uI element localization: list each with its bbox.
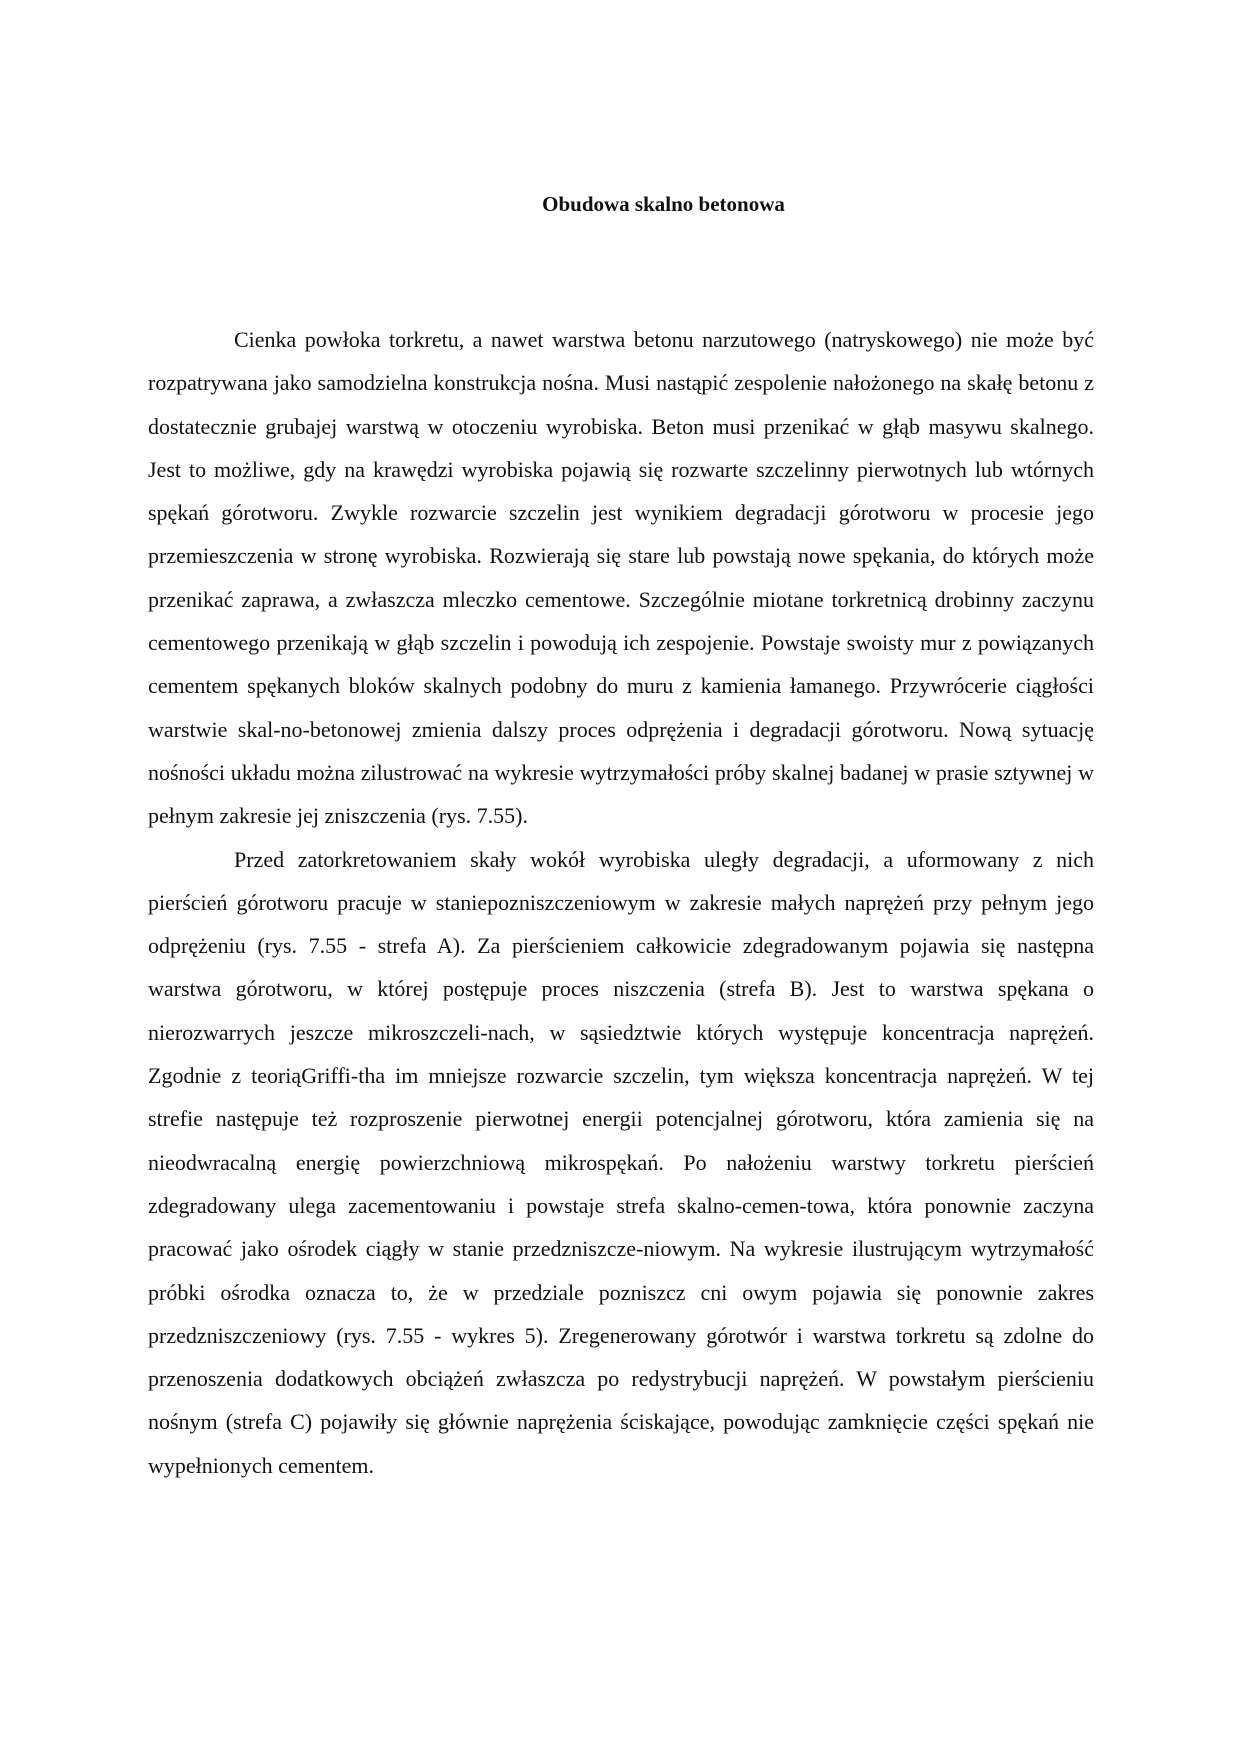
- paragraph-1: Cienka powłoka torkretu, a nawet warstwa betonu narzutowego (natryskowego) nie może być rozpatrywana jako samodzielna konstrukcja nośna. Musi nastąpić zespolenie nałożonego na skałę betonu z dostatecznie grubajej warstwą w otoczeniu wyrobiska. Beton musi przenikać w głąb masywu skalnego. Jest to możliwe, gdy na krawędzi wyrobiska pojawią się rozwarte szczelinny pierwotnych lub wtórnych spękań górotworu. Zwykle rozwarcie szczelin jest wynikiem degradacji górotworu w procesie jego przemieszczenia w stronę wyrobiska. Rozwierają się stare lub powstają nowe spękania, do których może przenikać zaprawa, a zwłaszcza mleczko cementowe. Szczególnie miotane torkretnicą drobinny zaczynu cementowego przenikają w głąb szczelin i powodują ich zespojenie. Powstaje swoisty mur z powiązanych cementem spękanych bloków skalnych podobny do muru z kamienia łamanego. Przywrócerie ciągłości warstwie skal-no-betonowej zmienia dalszy proces odprężenia i degradacji górotworu. Nową sytuację nośności układu można zilustrować na wykresie wytrzymałości próby skalnej badanej w prasie sztywnej w pełnym zakresie jej zniszczenia (rys. 7.55).: [148, 327, 1094, 829]
- paragraph-2: Przed zatorkretowaniem skały wokół wyrobiska uległy degradacji, a uformowany z nich pierścień górotworu pracuje w staniepozniszczeniowym w zakresie małych naprężeń przy pełnym jego odprężeniu (rys. 7.55 - strefa A). Za pierścieniem całkowicie zdegradowanym pojawia się następna warstwa górotworu, w której postępuje proces niszczenia (strefa B). Jest to warstwa spękana o nierozwarrych jeszcze mikroszczeli-nach, w sąsiedztwie których występuje koncentracja naprężeń. Zgodnie z teoriąGriffi-tha im mniejsze rozwarcie szczelin, tym większa koncentracja naprężeń. W tej strefie następuje też rozproszenie pierwotnej energii potencjalnej górotworu, która zamienia się na nieodwracalną energię powierzchniową mikrospękań. Po nałożeniu warstwy torkretu pierścień zdegradowany ulega zacementowaniu i powstaje strefa skalno-cemen-towa, która ponownie zaczyna pracować jako ośrodek ciągły w stanie przedzniszcze-niowym. Na wykresie ilustrującym wytrzymałość próbki ośrodka oznacza to, że w przedziale pozniszcz cni owym pojawia się ponownie zakres przedzniszczeniowy (rys. 7.55 - wykres 5). Zregenerowany górotwór i warstwa torkretu są zdolne do przenoszenia dodatkowych obciążeń zwłaszcza po redystrybucji naprężeń. W powstałym pierścieniu nośnym (strefa C) pojawiły się głównie naprężenia ściskające, powodując zamknięcie części spękań nie wypełnionych cementem.: [148, 846, 1094, 1478]
- document-body: [148, 318, 1094, 1487]
- document-title: Obudowa skalno betonowa: [542, 192, 785, 216]
